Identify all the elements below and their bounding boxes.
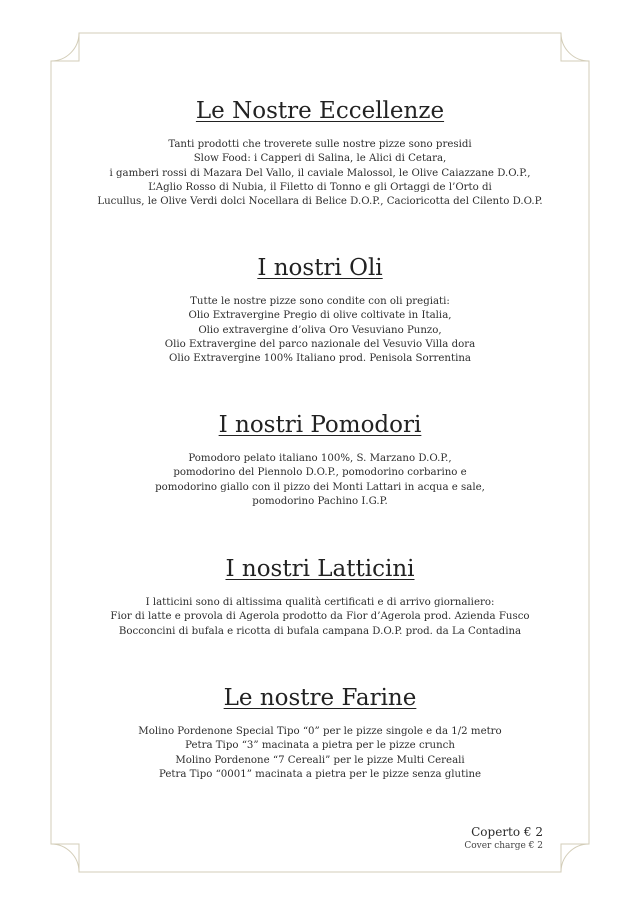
text-line: Petra Tipo “3” macinata a pietra per le pizze crunch: [185, 740, 455, 752]
section-text: [60, 138, 580, 209]
text-line: Molino Pordenone “7 Cereali” per le pizze Multi Cereali: [175, 754, 465, 766]
section-farine: [60, 683, 580, 782]
section-title: I nostri Latticini: [225, 556, 415, 582]
text-line: pomodorino Pachino I.G.P.: [252, 495, 388, 507]
text-line: I latticini sono di altissima qualità certificati e di arrivo giornaliero:: [145, 597, 495, 608]
text-line: Olio extravergine d’oliva Oro Vesuviano Punzo,: [198, 324, 442, 336]
cover-charge: [464, 824, 543, 852]
section-text: [60, 295, 580, 366]
text-line: Tanti prodotti che troverete sulle nostre pizze sono presidi: [168, 139, 472, 150]
text-line: pomodorino del Piennolo D.O.P., pomodorino corbarino e: [173, 467, 467, 479]
cover-charge-label: Coperto € 2: [471, 825, 543, 839]
text-line: Slow Food: i Capperi di Salina, le Alici di Cetara,: [193, 153, 447, 165]
section-title: Le Nostre Eccellenze: [195, 98, 445, 124]
section-pomodori: [60, 410, 580, 509]
text-line: Tutte le nostre pizze sono condite con oli pregiati:: [190, 296, 450, 307]
menu-page: [60, 40, 580, 865]
text-line: pomodorino giallo con il pizzo dei Monti Lattari in acqua e sale,: [155, 481, 485, 493]
section-title: Le nostre Farine: [223, 685, 417, 711]
section-title: I nostri Pomodori: [218, 412, 422, 438]
text-line: Olio Extravergine Pregio di olive coltivate in Italia,: [188, 310, 452, 322]
text-line: Petra Tipo “0001” macinata a pietra per le pizze senza glutine: [158, 768, 482, 780]
text-line: Pomodoro pelato italiano 100%, S. Marzano D.O.P.,: [188, 453, 452, 464]
section-text: [60, 725, 580, 782]
text-line: L’Aglio Rosso di Nubia, il Filetto di Tonno e gli Ortaggi de l’Orto di: [148, 181, 492, 193]
section-oli: [60, 253, 580, 366]
text-line: Fior di latte e provola di Agerola prodotto da Fior d’Agerola prod. Azienda Fusco: [110, 611, 530, 623]
section-text: [60, 452, 580, 509]
section-title: I nostri Oli: [257, 255, 383, 281]
text-line: Lucullus, le Olive Verdi dolci Nocellara di Belice D.O.P., Cacioricotta del Cilento D.O.P.: [97, 196, 543, 208]
text-line: Olio Extravergine del parco nazionale del Vesuvio Villa dora: [164, 338, 476, 350]
section-text: [60, 596, 580, 639]
text-line: Bocconcini di bufala e ricotta di bufala campana D.O.P. prod. da La Contadina: [118, 625, 522, 637]
text-line: Molino Pordenone Special Tipo “0” per le pizze singole e da 1/2 metro: [138, 726, 502, 737]
text-line: Olio Extravergine 100% Italiano prod. Penisola Sorrentina: [169, 353, 471, 365]
section-latticini: [60, 554, 580, 639]
section-eccellenze: [60, 96, 580, 209]
text-line: i gamberi rossi di Mazara Del Vallo, il caviale Malossol, le Olive Caiazzane D.O.P.,: [109, 167, 531, 179]
cover-charge-sublabel: Cover charge € 2: [464, 841, 543, 851]
